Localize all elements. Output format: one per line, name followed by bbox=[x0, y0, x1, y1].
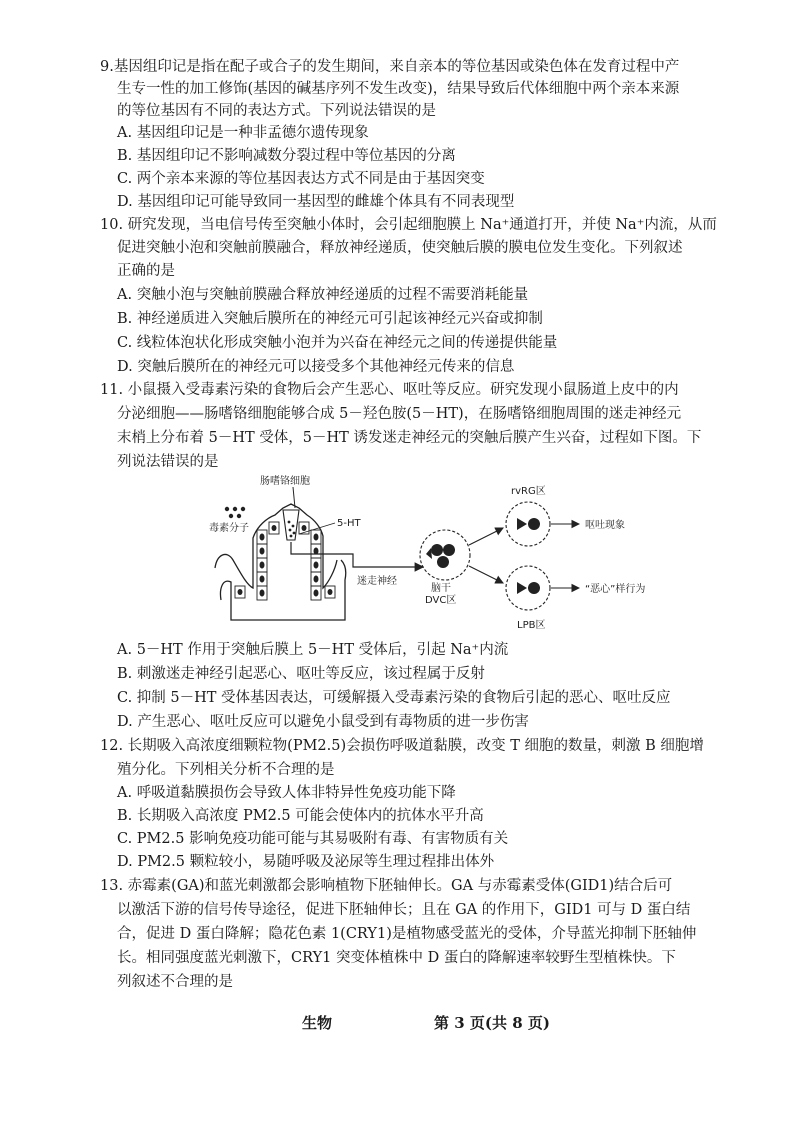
dvc-label: DVC区 bbox=[425, 595, 457, 606]
q11-stem-line: 列说法错误的是 bbox=[117, 454, 219, 470]
q9-option-c: C. 两个亲本来源的等位基因表达方式不同是由于基因突变 bbox=[117, 171, 485, 187]
q12-stem-line: 殖分化。下列相关分析不合理的是 bbox=[117, 762, 335, 778]
q11-stem-line: 11. 小鼠摄入受毒素污染的食物后会产生恶心、呕吐等反应。研究发现小鼠肠道上皮中的内 bbox=[100, 382, 679, 398]
q12-stem-line: 12. 长期吸入高浓度细颗粒物(PM2.5)会损伤呼吸道黏膜，改变 T 细胞的数量，刺激 B 细胞增 bbox=[100, 738, 704, 754]
vagus-nerve-label: 迷走神经 bbox=[357, 576, 397, 587]
dvc-region bbox=[420, 530, 470, 580]
q11-option-b: B. 刺激迷走神经引起恶心、呕吐等反应，该过程属于反射 bbox=[117, 666, 485, 682]
q9-stem-line: 生专一性的加工修饰(基因的碱基序列不发生改变)，结果导致后代体细胞中两个亲本来源 bbox=[117, 81, 680, 97]
enterochromaffin-cell-label: 肠嗜铬细胞 bbox=[260, 476, 310, 487]
rvrg-label: rvRG区 bbox=[511, 486, 546, 497]
q12-option-a: A. 呼吸道黏膜损伤会导致人体非特异性免疫功能下降 bbox=[117, 785, 456, 801]
q11-figure bbox=[195, 470, 675, 635]
brainstem-label: 脑干 bbox=[431, 583, 451, 594]
q10-option-b: B. 神经递质进入突触后膜所在的神经元可引起该神经元兴奋或抑制 bbox=[117, 311, 543, 327]
footer-page-number: 第 3 页(共 8 页) bbox=[434, 1014, 550, 1032]
q13-stem-line: 列叙述不合理的是 bbox=[117, 974, 233, 990]
q9-option-d: D. 基因组印记可能导致同一基因型的雌雄个体具有不同表现型 bbox=[117, 194, 515, 210]
q13-stem-line: 长。相同强度蓝光刺激下，CRY1 突变体植株中 D 蛋白的降解速率较野生型植株快。下 bbox=[117, 950, 676, 966]
vomiting-label: 呕吐现象 bbox=[585, 520, 625, 531]
q11-option-d: D. 产生恶心、呕吐反应可以避免小鼠受到有毒物质的进一步伤害 bbox=[117, 714, 529, 730]
q9-stem-line: 9.基因组印记是指在配子或合子的发生期间，来自亲本的等位基因或染色体在发育过程中产 bbox=[100, 59, 680, 75]
lpb-label: LPB区 bbox=[517, 620, 546, 631]
q13-stem-line: 13. 赤霉素(GA)和蓝光刺激都会影响植物下胚轴伸长。GA 与赤霉素受体(GID1)结合后可 bbox=[100, 878, 673, 894]
q11-stem-line: 分泌细胞——肠嗜铬细胞能够合成 5－羟色胺(5－HT)，在肠嗜铬细胞周围的迷走神经元 bbox=[117, 406, 682, 422]
q10-stem-line: 10. 研究发现，当电信号传至突触小体时，会引起细胞膜上 Na⁺通道打开，并使 Na⁺内流，从而 bbox=[100, 217, 717, 233]
q12-option-c: C. PM2.5 影响免疫功能可能与其易吸附有毒、有害物质有关 bbox=[117, 831, 509, 847]
q11-option-a: A. 5－HT 作用于突触后膜上 5－HT 受体后，引起 Na⁺内流 bbox=[117, 642, 509, 658]
q11-option-c: C. 抑制 5－HT 受体基因表达，可缓解摄入受毒素污染的食物后引起的恶心、呕吐反应 bbox=[117, 690, 671, 706]
q10-stem-line: 正确的是 bbox=[117, 263, 175, 279]
footer-subject: 生物 bbox=[302, 1014, 333, 1032]
enterochromaffin-cell bbox=[283, 510, 299, 540]
q10-stem-line: 促进突触小泡和突触前膜融合，释放神经递质，使突触后膜的膜电位发生变化。下列叙述 bbox=[117, 240, 683, 256]
toxin-molecule-label: 毒素分子 bbox=[209, 523, 249, 534]
q10-option-c: C. 线粒体泡状化形成突触小泡并为兴奋在神经元之间的传递提供能量 bbox=[117, 335, 558, 351]
toxin-molecules-icon bbox=[225, 507, 245, 518]
q10-option-a: A. 突触小泡与突触前膜融合释放神经递质的过程不需要消耗能量 bbox=[117, 287, 529, 303]
epithelial-cells bbox=[235, 522, 335, 600]
q12-option-b: B. 长期吸入高浓度 PM2.5 可能会使体内的抗体水平升高 bbox=[117, 808, 484, 824]
nausea-label: “恶心”样行为 bbox=[585, 584, 646, 595]
q9-option-a: A. 基因组印记是一种非孟德尔遗传现象 bbox=[117, 125, 369, 141]
q10-option-d: D. 突触后膜所在的神经元可以接受多个其他神经元传来的信息 bbox=[117, 359, 515, 375]
q13-stem-line: 合，促进 D 蛋白降解；隐花色素 1(CRY1)是植物感受蓝光的受体，介导蓝光抑制下胚轴伸 bbox=[117, 926, 697, 942]
lpb-region bbox=[506, 566, 550, 610]
serotonin-label: 5-HT bbox=[337, 518, 361, 529]
q13-stem-line: 以激活下游的信号传导途径，促进下胚轴伸长；且在 GA 的作用下，GID1 可与 D 蛋白结 bbox=[117, 902, 691, 918]
intestinal-epithelium bbox=[215, 504, 346, 620]
q12-option-d: D. PM2.5 颗粒较小，易随呼吸及泌尿等生理过程排出体外 bbox=[117, 854, 495, 870]
q11-stem-line: 末梢上分布着 5－HT 受体，5－HT 诱发迷走神经元的突触后膜产生兴奋，过程如下图。下 bbox=[117, 430, 702, 446]
q9-option-b: B. 基因组印记不影响减数分裂过程中等位基因的分离 bbox=[117, 148, 456, 164]
rvrg-region bbox=[506, 502, 550, 546]
q9-stem-line: 的等位基因有不同的表达方式。下列说法错误的是 bbox=[117, 103, 436, 119]
